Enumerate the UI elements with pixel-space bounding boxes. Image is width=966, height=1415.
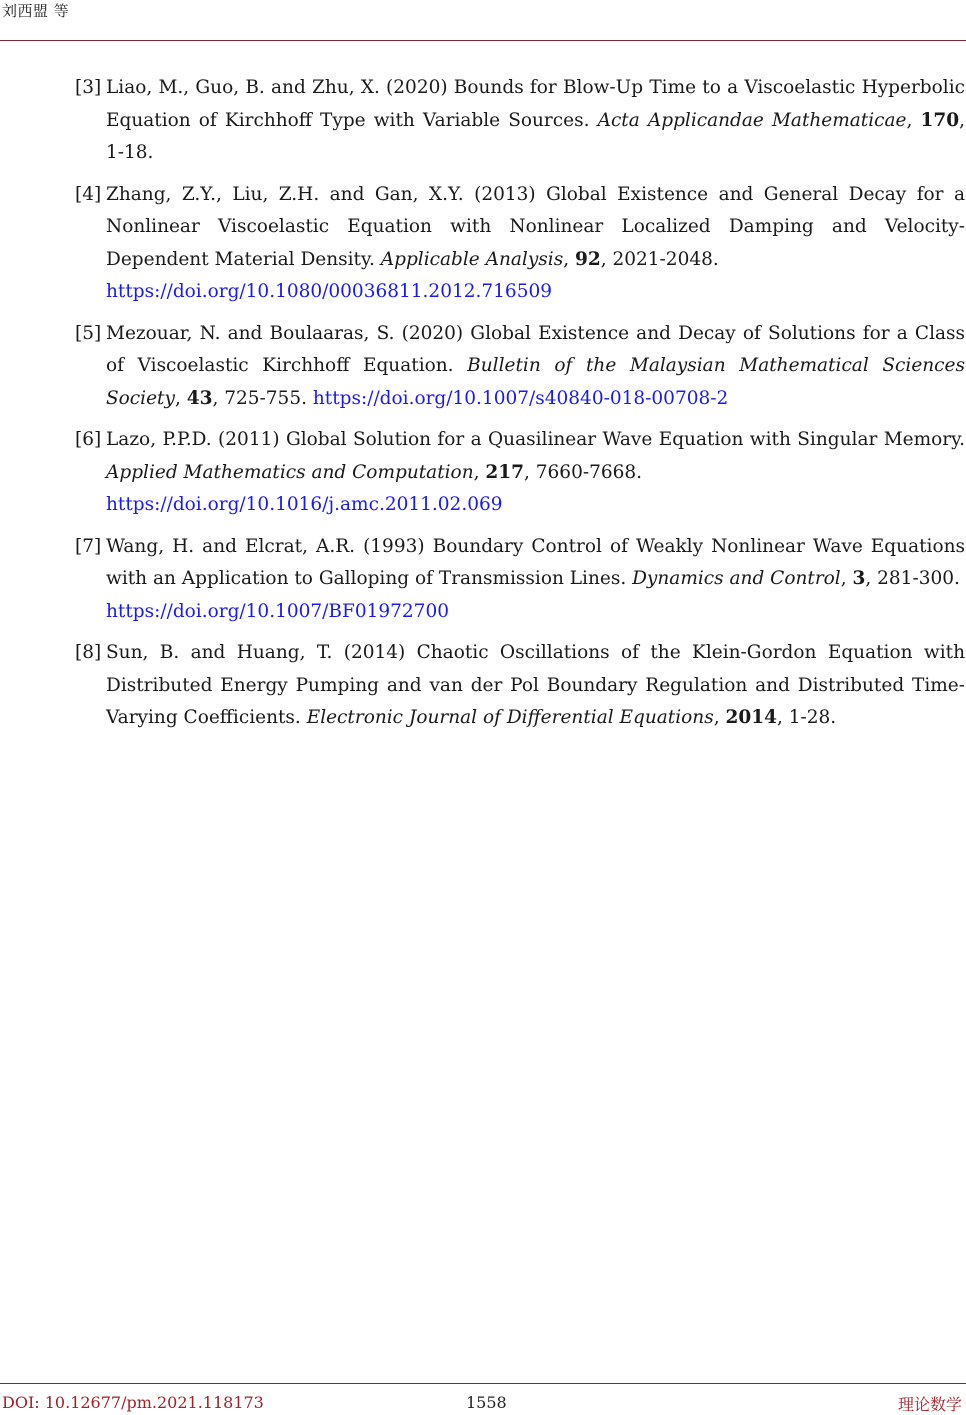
reference-volume: 92 bbox=[574, 248, 601, 270]
reference-number: [8] bbox=[75, 642, 102, 663]
reference-number: [3] bbox=[75, 77, 102, 98]
running-header-authors: 刘西盟 等 bbox=[2, 2, 70, 20]
reference-journal: Applied Mathematics and Computation bbox=[106, 461, 474, 483]
reference-journal: Dynamics and Control bbox=[632, 568, 841, 589]
reference-text: Zhang, Z.Y., Liu, Z.H. and Gan, X.Y. (2013) Global Existence and General Decay for a Nonlinear Viscoelastic Equation with Nonlinear Localized Damping and Velocity-Dependent Material Density. bbox=[106, 183, 965, 270]
reference-volume: 217 bbox=[485, 461, 524, 483]
reference-pages: , 7660-7668. bbox=[524, 461, 643, 483]
page-number: 1558 bbox=[466, 1393, 507, 1412]
reference-item bbox=[75, 531, 965, 629]
reference-volume: 2014 bbox=[725, 707, 777, 728]
reference-body: Liao, M., Guo, B. and Zhu, X. (2020) Bounds for Blow-Up Time to a Viscoelastic Hyperbolic Equation of Kirchhoff Type with Variable Sources. Acta Applicandae Mathematicae, 170, 1-18. bbox=[106, 77, 966, 163]
reference-body: Lazo, P.P.D. (2011) Global Solution for a Quasilinear Wave Equation with Singular Memory. Applied Mathematics and Computation, 217, 7660-7668. https://doi.org/10.1016/j.amc.2011.02.069 bbox=[106, 424, 965, 522]
reference-text: Mezouar, N. and Boulaaras, S. (2020) Global Existence and Decay of Solutions for a Class of Viscoelastic Kirchhoff Equation. bbox=[106, 322, 965, 376]
reference-list bbox=[75, 72, 965, 744]
reference-text: Lazo, P.P.D. (2011) Global Solution for a Quasilinear Wave Equation with Singular Memory. bbox=[106, 429, 965, 450]
reference-pages: , 1-18. bbox=[106, 109, 966, 163]
reference-volume: 170 bbox=[920, 109, 960, 131]
reference-journal: Electronic Journal of Differential Equations bbox=[306, 707, 714, 728]
doi-link[interactable]: https://doi.org/10.1007/s40840-018-00708-2 bbox=[312, 387, 729, 409]
reference-pages: , 2021-2048. bbox=[600, 248, 719, 270]
doi-link[interactable]: https://doi.org/10.1016/j.amc.2011.02.069 bbox=[106, 494, 503, 515]
reference-pages: , 281-300. bbox=[865, 568, 960, 589]
footer-divider bbox=[0, 1383, 966, 1384]
doi-link[interactable]: https://doi.org/10.1007/BF01972700 bbox=[106, 600, 449, 622]
reference-text: Sun, B. and Huang, T. (2014) Chaotic Oscillations of the Klein-Gordon Equation with Distributed Energy Pumping and van der Pol Boundary Regulation and Distributed Time-Varying Coefficients. bbox=[106, 642, 965, 728]
reference-journal: Bulletin of the Malaysian Mathematical Sciences Society bbox=[106, 355, 965, 409]
header-divider bbox=[0, 40, 966, 41]
reference-item bbox=[75, 318, 965, 416]
reference-pages: , 725-755. bbox=[212, 387, 313, 409]
footer-doi: DOI: 10.12677/pm.2021.118173 bbox=[2, 1393, 264, 1412]
footer-journal-name: 理论数学 bbox=[897, 1395, 962, 1414]
reference-text: Wang, H. and Elcrat, A.R. (1993) Boundary Control of Weakly Nonlinear Wave Equations with an Application to Galloping of Transmission Lines. bbox=[106, 535, 965, 589]
reference-body: Mezouar, N. and Boulaaras, S. (2020) Global Existence and Decay of Solutions for a Class of Viscoelastic Kirchhoff Equation. Bulletin of the Malaysian Mathematical Sciences Society, 43, 725-755. https://doi.org/10.1007/s40840-018-00708-2 bbox=[106, 322, 965, 409]
reference-body: Wang, H. and Elcrat, A.R. (1993) Boundary Control of Weakly Nonlinear Wave Equations with an Application to Galloping of Transmission Lines. Dynamics and Control, 3, 281-300. https://doi.org/10.1007/BF01972700 bbox=[106, 531, 965, 629]
reference-number: [4] bbox=[75, 183, 102, 205]
reference-item bbox=[75, 424, 965, 522]
reference-pages: , 1-28. bbox=[776, 707, 837, 728]
reference-volume: 43 bbox=[186, 387, 213, 409]
reference-item bbox=[75, 179, 965, 309]
doi-link[interactable]: https://doi.org/10.1080/00036811.2012.716509 bbox=[106, 281, 553, 302]
reference-number: [6] bbox=[75, 429, 102, 450]
reference-body: Zhang, Z.Y., Liu, Z.H. and Gan, X.Y. (2013) Global Existence and General Decay for a Nonlinear Viscoelastic Equation with Nonlinear Localized Damping and Velocity-Dependent Material Density. Applicable Analysis, 92, 2021-2048. https://doi.org/10.1080/00036811.2012.716509 bbox=[106, 179, 965, 309]
reference-body: Sun, B. and Huang, T. (2014) Chaotic Oscillations of the Klein-Gordon Equation with Distributed Energy Pumping and van der Pol Boundary Regulation and Distributed Time-Varying Coefficients. Electronic Journal of Differential Equations, 2014, 1-28. bbox=[106, 642, 965, 728]
reference-number: [7] bbox=[75, 535, 102, 557]
reference-journal: Acta Applicandae Mathematicae bbox=[597, 109, 907, 131]
reference-journal: Applicable Analysis bbox=[380, 248, 564, 270]
reference-volume: 3 bbox=[852, 568, 866, 589]
reference-item bbox=[75, 72, 965, 170]
reference-text: Liao, M., Guo, B. and Zhu, X. (2020) Bounds for Blow-Up Time to a Viscoelastic Hyperbolic Equation of Kirchhoff Type with Variable Sources. bbox=[106, 77, 965, 131]
reference-number: [5] bbox=[75, 322, 102, 344]
reference-item bbox=[75, 637, 965, 735]
